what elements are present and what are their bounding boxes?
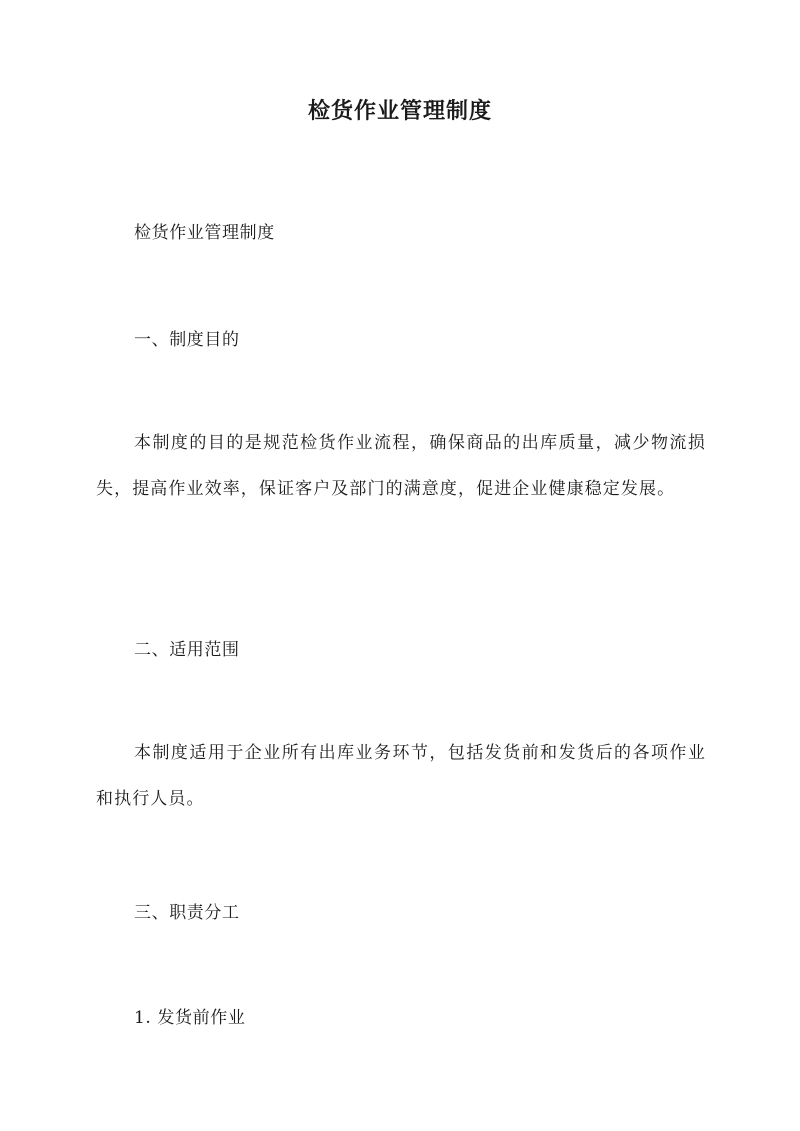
document-heading: 检货作业管理制度 — [134, 223, 275, 243]
section-heading-purpose: 一、制度目的 — [134, 330, 240, 350]
subsection-heading-predelivery: 1. 发货前作业 — [134, 1008, 246, 1028]
section-heading-duties: 三、职责分工 — [134, 903, 240, 923]
document-title: 检货作业管理制度 — [307, 98, 492, 124]
section-body-scope: 本制度适用于企业所有出库业务环节，包括发货前和发货后的各项作业和执行人员。 — [96, 743, 706, 809]
section-heading-scope: 二、适用范围 — [134, 640, 240, 660]
section-body-purpose: 本制度的目的是规范检货作业流程，确保商品的出库质量，减少物流损失，提高作业效率，保证客户及部门的满意度，促进企业健康稳定发展。 — [96, 433, 706, 499]
